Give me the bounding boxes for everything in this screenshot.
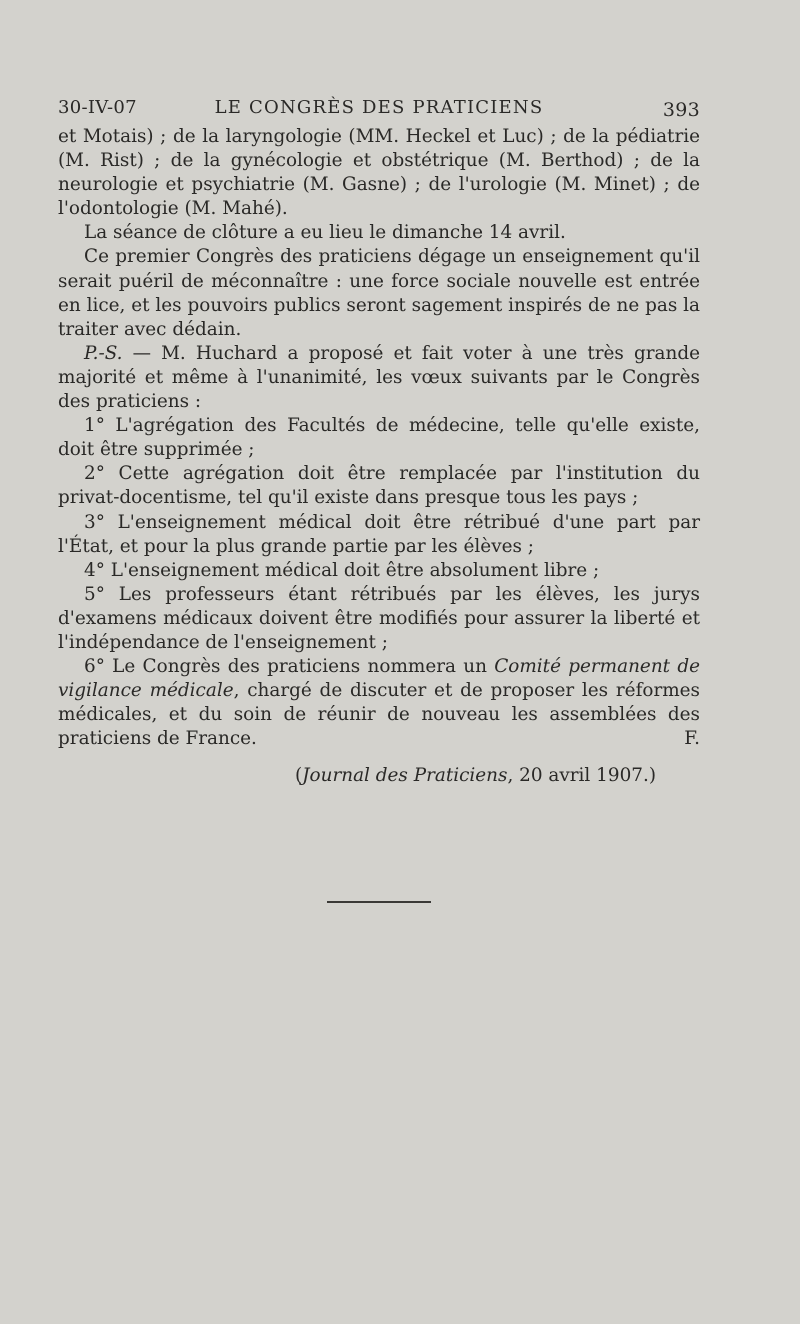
header-title: LE CONGRÈS DES PRATICIENS (214, 97, 544, 118)
paragraph-postscript (58, 342, 700, 414)
citation-open: ( (294, 765, 303, 787)
citation-journal: Journal des Praticiens (302, 765, 508, 787)
resolution-1: 1° L'agrégation des Facultés de médecine, telle qu'elle existe, doit être supprimée ; (58, 415, 700, 461)
source-citation (58, 764, 700, 788)
postscript-label: P.-S. (84, 342, 123, 364)
citation-date: , 20 avril 1907. (507, 765, 649, 787)
header-date: 30-IV-07 (58, 97, 137, 118)
committee-name: Comité permanent de vigilance médicale (58, 656, 700, 702)
postscript-text: — M. Huchard a proposé et fait voter à une très grande majorité et même à l'unanimité, les vœux suivants par le Congrès des praticiens : (58, 342, 700, 413)
author-signature: F. (684, 728, 700, 750)
resolution-5: 5° Les professeurs étant rétribués par les élèves, les jurys d'examens médicaux doivent être modifiés pour assurer la liberté et l'indépendance de l'enseignement ; (58, 583, 700, 653)
resolution-6-start: 6° Le Congrès des praticiens nommera un (84, 656, 495, 678)
resolution-6 (58, 655, 700, 751)
body-text (58, 125, 700, 789)
section-divider (327, 901, 431, 903)
paragraph-lesson: Ce premier Congrès des praticiens dégage un enseignement qu'il serait puéril de méconnaître : une force sociale nouvelle est entrée en lice, et les pouvoirs publics seront sagement inspirés de ne pas la traiter avec dédain. (58, 246, 700, 340)
running-header (58, 94, 700, 122)
paragraph-closing-session: La séance de clôture a eu lieu le dimanche 14 avril. (84, 222, 566, 244)
resolution-2: 2° Cette agrégation doit être remplacée par l'institution du privat-docentisme, tel qu'il existe dans presque tous les pays ; (58, 463, 700, 509)
resolution-4: 4° L'enseignement médical doit être absolument libre ; (84, 559, 600, 581)
citation-close: ) (648, 765, 656, 787)
resolution-6-end: , chargé de discuter et de proposer les réformes médicales, et du soin de réunir de nouveau les assemblées des praticiens de France. (58, 680, 700, 750)
resolution-3: 3° L'enseignement médical doit être rétribué d'une part par l'État, et pour la plus grande partie par les élèves ; (58, 511, 700, 557)
page-number: 393 (662, 99, 700, 121)
paragraph-specialties: et Motais) ; de la laryngologie (MM. Heckel et Luc) ; de la pédiatrie (M. Rist) ; de la gynécologie et obstétrique (M. Berthod) ; de la neurologie et psychiatrie (M. Gasne) ; de l'urologie (M. Minet) ; de l'odontologie (M. Mahé). (58, 126, 700, 220)
